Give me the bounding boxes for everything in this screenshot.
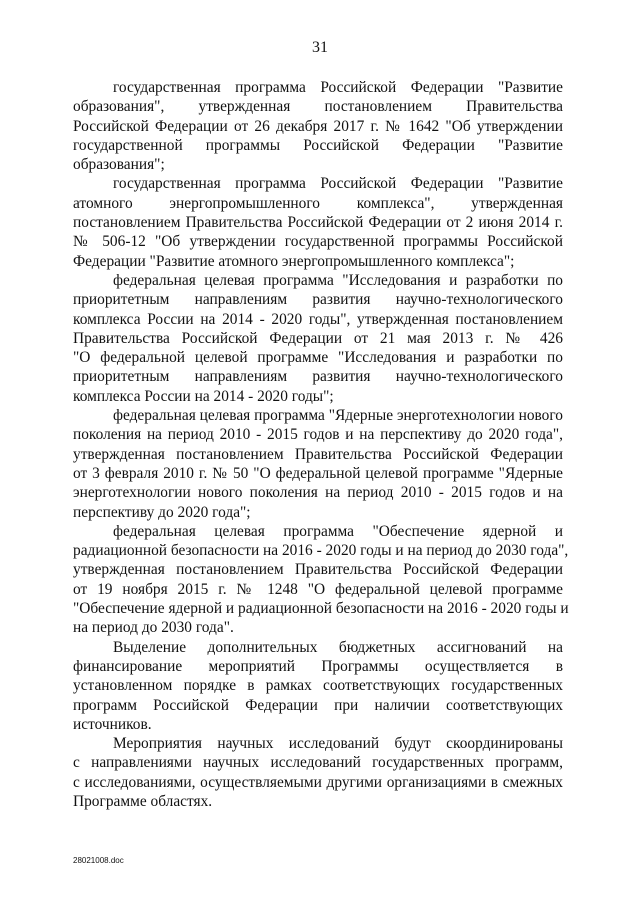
text-line: с направлениями научных исследований государственных программ,: [73, 754, 563, 772]
text-line: федеральная целевая программа "Обеспечение ядерной и: [113, 522, 563, 540]
text-line: государственная программа Российской Федерации "Развитие: [113, 175, 563, 193]
text-line: радиационной безопасности на 2016 - 2020 годы и на период до 2030 года",: [73, 542, 569, 560]
text-line: программ Российской Федерации при наличии соответствующих: [73, 696, 563, 714]
text-line: приоритетным направлениям развития научно-технологического: [73, 291, 563, 309]
text-line: Федерации "Развитие атомного энергопромышленного комплекса";: [73, 252, 515, 270]
text-line: образования";: [73, 156, 165, 174]
page-number: 31: [312, 39, 328, 56]
paragraph: [73, 734, 563, 811]
paragraph: [73, 271, 563, 406]
text-line: федеральная целевая программа "Исследования и разработки по: [113, 271, 563, 289]
text-line: комплекса России на 2014 - 2020 годы";: [73, 387, 334, 405]
text-line: Правительства Российской Федерации от 21 мая 2013 г. № 426: [73, 329, 563, 347]
text-line: энерготехнологии нового поколения на период 2010 - 2015 годов и на: [73, 484, 563, 502]
text-line: утвержденная постановлением Правительства Российской Федерации: [73, 561, 563, 579]
text-line: образования", утвержденная постановлением Правительства: [73, 98, 563, 116]
document-body: [73, 78, 569, 811]
text-line: атомного энергопромышленного комплекса", утвержденная: [73, 194, 563, 212]
text-line: приоритетным направлениям развития научно-технологического: [73, 368, 563, 386]
text-line: постановлением Правительства Российской Федерации от 2 июня 2014 г.: [73, 214, 563, 232]
text-line: установленном порядке в рамках соответствующих государственных: [73, 677, 563, 695]
paragraph: [73, 406, 563, 522]
text-line: финансирование мероприятий Программы осуществляется в: [73, 657, 563, 675]
text-line: комплекса России на 2014 - 2020 годы", утвержденная постановлением: [73, 310, 563, 328]
text-line: № 506-12 "Об утверждении государственной программы Российской: [73, 233, 563, 251]
text-line: федеральная целевая программа "Ядерные энерготехнологии нового: [113, 407, 563, 425]
text-line: источников.: [73, 715, 152, 733]
text-line: государственной программы Российской Федерации "Развитие: [73, 136, 563, 154]
text-line: с исследованиями, осуществляемыми другими организациями в смежных: [73, 773, 563, 791]
paragraph: [73, 522, 569, 638]
paragraph: [73, 78, 563, 174]
footer-filename: 28021008.doc: [73, 856, 124, 865]
text-line: Программе областях.: [73, 792, 213, 810]
text-line: от 19 ноября 2015 г. № 1248 "О федеральной целевой программе: [73, 580, 563, 598]
paragraph: [73, 638, 563, 734]
text-line: поколения на период 2010 - 2015 годов и на перспективу до 2020 года",: [73, 426, 563, 444]
text-line: Выделение дополнительных бюджетных ассигнований на: [113, 638, 563, 656]
text-line: утвержденная постановлением Правительства Российской Федерации: [73, 445, 563, 463]
text-line: Российской Федерации от 26 декабря 2017 г. № 1642 "Об утверждении: [73, 117, 563, 135]
text-line: Мероприятия научных исследований будут скоординированы: [113, 735, 563, 753]
text-line: "О федеральной целевой программе "Исследования и разработки по: [73, 349, 563, 367]
text-line: государственная программа Российской Федерации "Развитие: [113, 79, 563, 96]
text-line: перспективу до 2020 года";: [73, 503, 251, 521]
paragraph: [73, 174, 563, 270]
text-line: от 3 февраля 2010 г. № 50 "О федеральной целевой программе "Ядерные: [73, 464, 563, 482]
text-line: "Обеспечение ядерной и радиационной безопасности на 2016 - 2020 годы и: [73, 600, 569, 618]
text-line: на период до 2030 года".: [73, 619, 234, 637]
